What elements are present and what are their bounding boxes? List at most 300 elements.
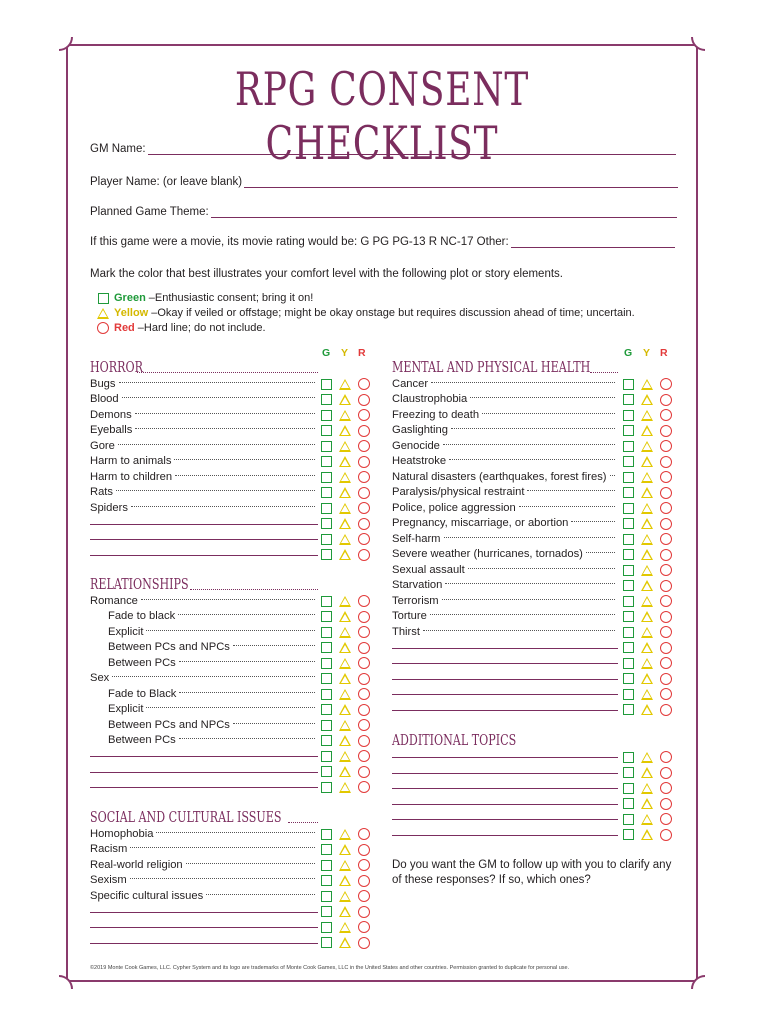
blank-item-line[interactable] <box>90 779 318 795</box>
red-circle-icon[interactable] <box>358 766 370 778</box>
green-checkbox-icon[interactable] <box>623 814 634 825</box>
dot-leader <box>442 599 615 600</box>
write-in-line[interactable] <box>90 756 318 757</box>
player-name-field[interactable] <box>90 176 678 188</box>
blank-item-line[interactable] <box>90 904 318 920</box>
yellow-triangle-icon[interactable] <box>641 549 653 560</box>
red-circle-icon[interactable] <box>358 456 370 468</box>
red-circle-icon[interactable] <box>358 828 370 840</box>
yellow-triangle-icon[interactable] <box>339 518 351 529</box>
yellow-triangle-icon[interactable] <box>641 379 653 390</box>
yellow-triangle-icon[interactable] <box>339 441 351 452</box>
write-in-line[interactable] <box>392 819 618 820</box>
green-checkbox-icon[interactable] <box>321 394 332 405</box>
red-circle-icon[interactable] <box>660 471 672 483</box>
green-checkbox-icon[interactable] <box>321 829 332 840</box>
yellow-triangle-icon[interactable] <box>339 379 351 390</box>
green-checkbox-icon[interactable] <box>623 441 634 452</box>
item-label: Harm to children <box>90 470 173 483</box>
yellow-triangle-icon[interactable] <box>339 704 351 715</box>
green-checkbox-icon[interactable] <box>321 596 332 607</box>
green-checkbox-icon[interactable] <box>321 441 332 452</box>
rating-options <box>623 533 672 545</box>
green-checkbox-icon[interactable] <box>623 549 634 560</box>
yellow-triangle-icon[interactable] <box>641 503 653 514</box>
green-checkbox-icon[interactable] <box>623 534 634 545</box>
legend-dash: – <box>151 307 158 319</box>
green-checkbox-icon[interactable] <box>321 860 332 871</box>
green-checkbox-icon[interactable] <box>623 456 634 467</box>
yellow-triangle-icon[interactable] <box>339 642 351 653</box>
red-circle-icon[interactable] <box>358 533 370 545</box>
list-item <box>392 609 618 625</box>
red-circle-icon[interactable] <box>660 657 672 669</box>
section-title-relationships: RELATIONSHIPS <box>90 575 189 593</box>
green-checkbox-icon[interactable] <box>623 379 634 390</box>
planned-theme-field[interactable] <box>90 206 677 218</box>
movie-rating-line[interactable] <box>511 238 675 248</box>
yellow-triangle-icon[interactable] <box>641 518 653 529</box>
green-checkbox-icon[interactable] <box>321 642 332 653</box>
yellow-triangle-icon[interactable] <box>641 472 653 483</box>
red-circle-icon[interactable] <box>358 781 370 793</box>
yellow-triangle-icon[interactable] <box>641 814 653 825</box>
item-label: Severe weather (hurricanes, tornados) <box>392 548 583 561</box>
item-label: Starvation <box>392 579 443 592</box>
red-circle-icon[interactable] <box>660 611 672 623</box>
player-name-line[interactable] <box>244 178 678 188</box>
item-label: Gore <box>90 439 115 452</box>
rating-options <box>623 829 672 841</box>
green-checkbox-icon[interactable] <box>321 472 332 483</box>
green-checkbox-icon[interactable] <box>623 518 634 529</box>
red-circle-icon[interactable] <box>358 425 370 437</box>
rating-options <box>623 425 672 437</box>
blank-item-line[interactable] <box>90 547 318 563</box>
item-label: Bugs <box>90 377 116 390</box>
write-in-line[interactable] <box>392 663 618 664</box>
green-checkbox-icon[interactable] <box>623 658 634 669</box>
yellow-triangle-icon[interactable] <box>339 534 351 545</box>
yellow-triangle-icon[interactable] <box>641 658 653 669</box>
dot-leader <box>179 692 315 693</box>
green-checkbox-icon[interactable] <box>623 565 634 576</box>
green-checkbox-icon[interactable] <box>623 627 634 638</box>
yellow-triangle-icon[interactable] <box>641 596 653 607</box>
blank-item-line[interactable] <box>392 686 618 702</box>
item-label: Between PCs <box>108 656 176 669</box>
red-circle-icon[interactable] <box>358 844 370 856</box>
green-checkbox-icon[interactable] <box>623 642 634 653</box>
movie-rating-field[interactable] <box>90 236 675 248</box>
red-circle-icon[interactable] <box>358 688 370 700</box>
blank-item-line[interactable] <box>90 935 318 951</box>
rating-options <box>623 487 672 499</box>
yellow-triangle-icon[interactable] <box>641 704 653 715</box>
yellow-triangle-icon[interactable] <box>339 689 351 700</box>
rating-options <box>321 859 370 871</box>
dot-leader <box>135 413 315 414</box>
green-checkbox-icon[interactable] <box>321 751 332 762</box>
rating-options <box>321 487 370 499</box>
yellow-triangle-icon[interactable] <box>339 720 351 731</box>
write-in-line[interactable] <box>392 648 618 649</box>
red-circle-icon[interactable] <box>660 751 672 763</box>
write-in-line[interactable] <box>90 912 318 913</box>
yellow-triangle-icon[interactable] <box>339 410 351 421</box>
red-circle-icon[interactable] <box>358 642 370 654</box>
rating-options <box>321 921 370 933</box>
blank-item-line[interactable] <box>392 811 618 827</box>
red-circle-icon[interactable] <box>660 673 672 685</box>
yellow-triangle-icon[interactable] <box>339 394 351 405</box>
rating-options <box>623 813 672 825</box>
write-in-line[interactable] <box>90 524 318 525</box>
section-title-health: MENTAL AND PHYSICAL HEALTH <box>392 358 591 376</box>
legend-text: Okay if veiled or offstage; might be okay onstage but requires discussion ahead of time; uncertain. <box>157 307 635 319</box>
green-checkbox-icon[interactable] <box>623 425 634 436</box>
planned-theme-line[interactable] <box>211 208 677 218</box>
red-circle-icon[interactable] <box>358 440 370 452</box>
green-checkbox-icon[interactable] <box>623 580 634 591</box>
green-checkbox-icon[interactable] <box>623 472 634 483</box>
green-checkbox-icon[interactable] <box>321 922 332 933</box>
yellow-triangle-icon[interactable] <box>641 441 653 452</box>
rating-options <box>321 471 370 483</box>
yellow-triangle-icon[interactable] <box>339 549 351 560</box>
yellow-triangle-icon[interactable] <box>641 627 653 638</box>
blank-item-line[interactable] <box>392 671 618 687</box>
red-circle-icon[interactable] <box>358 906 370 918</box>
item-label: Claustrophobia <box>392 393 468 406</box>
green-checkbox-icon[interactable] <box>321 782 332 793</box>
list-item <box>108 717 318 733</box>
red-circle-icon[interactable] <box>358 657 370 669</box>
write-in-line[interactable] <box>392 788 618 789</box>
green-checkbox-icon[interactable] <box>321 549 332 560</box>
red-circle-icon[interactable] <box>660 626 672 638</box>
list-item <box>90 873 318 889</box>
yellow-triangle-icon[interactable] <box>641 798 653 809</box>
red-circle-icon[interactable] <box>660 580 672 592</box>
legend-key: Yellow <box>114 307 149 319</box>
yellow-triangle-icon[interactable] <box>339 658 351 669</box>
green-checkbox-icon[interactable] <box>623 611 634 622</box>
yellow-triangle-icon[interactable] <box>339 829 351 840</box>
write-in-line[interactable] <box>392 773 618 774</box>
yellow-triangle-icon[interactable] <box>339 782 351 793</box>
dot-leader <box>175 475 315 476</box>
dot-leader <box>451 428 615 429</box>
green-checkbox-icon[interactable] <box>321 658 332 669</box>
yellow-triangle-icon[interactable] <box>339 472 351 483</box>
yellow-triangle-icon[interactable] <box>339 673 351 684</box>
yellow-triangle-icon[interactable] <box>641 829 653 840</box>
rating-options <box>321 719 370 731</box>
yellow-triangle-icon[interactable] <box>641 611 653 622</box>
red-circle-icon[interactable] <box>660 533 672 545</box>
green-checkbox-icon[interactable] <box>321 627 332 638</box>
dot-leader <box>449 459 615 460</box>
green-checkbox-icon[interactable] <box>623 673 634 684</box>
rating-options <box>321 533 370 545</box>
yellow-triangle-icon[interactable] <box>641 783 653 794</box>
blank-item-line[interactable] <box>392 780 618 796</box>
green-checkbox-icon[interactable] <box>623 752 634 763</box>
red-circle-icon[interactable] <box>358 409 370 421</box>
write-in-line[interactable] <box>392 679 618 680</box>
green-checkbox-icon[interactable] <box>623 767 634 778</box>
red-circle-icon[interactable] <box>660 456 672 468</box>
yellow-triangle-icon[interactable] <box>641 425 653 436</box>
green-checkbox-icon[interactable] <box>623 503 634 514</box>
green-checkbox-icon[interactable] <box>321 503 332 514</box>
blank-item-line[interactable] <box>90 516 318 532</box>
gm-name-field[interactable] <box>90 143 676 155</box>
yellow-triangle-icon[interactable] <box>641 752 653 763</box>
red-circle-icon[interactable] <box>660 782 672 794</box>
item-label: Blood <box>90 393 119 406</box>
blank-item-line[interactable] <box>392 655 618 671</box>
red-circle-icon[interactable] <box>660 518 672 530</box>
list-item <box>392 593 618 609</box>
list-item <box>108 640 318 656</box>
legend-key: Green <box>114 292 146 304</box>
yellow-triangle-icon[interactable] <box>641 565 653 576</box>
yellow-triangle-icon[interactable] <box>339 751 351 762</box>
write-in-line[interactable] <box>90 539 318 540</box>
red-circle-icon[interactable] <box>660 798 672 810</box>
red-circle-icon[interactable] <box>358 378 370 390</box>
yellow-triangle-icon[interactable] <box>339 937 351 948</box>
red-circle-icon[interactable] <box>660 440 672 452</box>
blank-item-line[interactable] <box>392 765 618 781</box>
dot-leader <box>116 490 315 491</box>
yellow-triangle-icon[interactable] <box>641 580 653 591</box>
red-circle-icon[interactable] <box>660 595 672 607</box>
yellow-triangle-icon[interactable] <box>641 673 653 684</box>
green-checkbox-icon[interactable] <box>623 704 634 715</box>
blank-item-line[interactable] <box>392 749 618 765</box>
red-circle-icon[interactable] <box>358 518 370 530</box>
yellow-triangle-icon[interactable] <box>339 860 351 871</box>
write-in-line[interactable] <box>90 772 318 773</box>
yellow-triangle-icon[interactable] <box>339 487 351 498</box>
write-in-line[interactable] <box>392 757 618 758</box>
red-circle-icon[interactable] <box>358 595 370 607</box>
write-in-line[interactable] <box>90 943 318 944</box>
red-circle-icon[interactable] <box>358 937 370 949</box>
write-in-line[interactable] <box>90 555 318 556</box>
red-circle-icon[interactable] <box>660 688 672 700</box>
red-circle-icon[interactable] <box>660 487 672 499</box>
rating-options <box>623 704 672 716</box>
blank-item-line[interactable] <box>392 640 618 656</box>
green-checkbox-icon[interactable] <box>321 689 332 700</box>
write-in-line[interactable] <box>392 710 618 711</box>
green-checkbox-icon[interactable] <box>623 829 634 840</box>
section-title-rule <box>190 589 318 590</box>
red-circle-icon[interactable] <box>358 719 370 731</box>
write-in-line[interactable] <box>392 804 618 805</box>
dot-leader <box>179 738 315 739</box>
red-circle-icon[interactable] <box>358 626 370 638</box>
gm-name-line[interactable] <box>148 145 676 155</box>
blank-item-line[interactable] <box>392 796 618 812</box>
red-circle-icon[interactable] <box>660 394 672 406</box>
item-label: Fade to black <box>108 610 176 623</box>
green-checkbox-icon[interactable] <box>623 798 634 809</box>
yellow-triangle-icon[interactable] <box>339 596 351 607</box>
green-checkbox-icon[interactable] <box>321 906 332 917</box>
yellow-triangle-icon[interactable] <box>339 425 351 436</box>
blank-item-line[interactable] <box>392 702 618 718</box>
blank-item-line[interactable] <box>90 919 318 935</box>
write-in-line[interactable] <box>392 694 618 695</box>
blank-item-line[interactable] <box>90 764 318 780</box>
green-checkbox-icon[interactable] <box>623 596 634 607</box>
yellow-triangle-icon[interactable] <box>641 487 653 498</box>
yellow-triangle-icon[interactable] <box>641 642 653 653</box>
green-checkbox-icon[interactable] <box>321 844 332 855</box>
red-circle-icon[interactable] <box>358 750 370 762</box>
rating-options <box>321 844 370 856</box>
yellow-triangle-icon[interactable] <box>641 767 653 778</box>
dot-leader <box>131 506 315 507</box>
red-circle-icon[interactable] <box>358 673 370 685</box>
red-circle-icon[interactable] <box>660 829 672 841</box>
green-checkbox-icon[interactable] <box>623 689 634 700</box>
yellow-triangle-icon[interactable] <box>339 906 351 917</box>
legend-text: Enthusiastic consent; bring it on! <box>154 292 314 304</box>
dot-leader <box>445 583 615 584</box>
red-circle-icon[interactable] <box>358 735 370 747</box>
red-circle-icon[interactable] <box>660 564 672 576</box>
item-label: Homophobia <box>90 827 154 840</box>
rating-options <box>321 704 370 716</box>
green-checkbox-icon[interactable] <box>321 534 332 545</box>
column-header-green: G <box>624 347 633 359</box>
list-item <box>90 407 318 423</box>
item-label: Paralysis/physical restraint <box>392 486 525 499</box>
blank-item-line[interactable] <box>392 827 618 843</box>
dot-leader <box>571 521 615 522</box>
red-circle-icon[interactable] <box>660 409 672 421</box>
list-item <box>90 469 318 485</box>
section-title-social: SOCIAL AND CULTURAL ISSUES <box>90 808 282 826</box>
green-checkbox-icon[interactable] <box>321 456 332 467</box>
red-circle-icon[interactable] <box>660 425 672 437</box>
green-checkbox-icon[interactable] <box>321 720 332 731</box>
rating-options <box>623 394 672 406</box>
green-checkbox-icon[interactable] <box>321 379 332 390</box>
yellow-triangle-icon[interactable] <box>641 456 653 467</box>
yellow-triangle-icon[interactable] <box>641 534 653 545</box>
yellow-triangle-icon[interactable] <box>339 891 351 902</box>
green-checkbox-icon[interactable] <box>321 410 332 421</box>
green-checkbox-icon[interactable] <box>321 611 332 622</box>
red-circle-icon[interactable] <box>358 704 370 716</box>
green-checkbox-icon[interactable] <box>321 875 332 886</box>
section-title-additional: ADDITIONAL TOPICS <box>392 731 517 749</box>
red-circle-icon[interactable] <box>358 921 370 933</box>
list-item <box>90 500 318 516</box>
green-checkbox-icon[interactable] <box>321 735 332 746</box>
red-circle-icon[interactable] <box>358 487 370 499</box>
green-checkbox-icon[interactable] <box>321 425 332 436</box>
red-circle-icon[interactable] <box>358 394 370 406</box>
yellow-triangle-icon[interactable] <box>339 844 351 855</box>
green-checkbox-icon[interactable] <box>623 487 634 498</box>
yellow-triangle-icon[interactable] <box>339 627 351 638</box>
yellow-triangle-icon[interactable] <box>339 766 351 777</box>
red-circle-icon[interactable] <box>358 549 370 561</box>
item-label: Sex <box>90 672 110 685</box>
red-circle-icon[interactable] <box>358 502 370 514</box>
red-circle-icon[interactable] <box>660 549 672 561</box>
yellow-triangle-icon[interactable] <box>339 611 351 622</box>
red-circle-icon[interactable] <box>660 813 672 825</box>
yellow-triangle-icon[interactable] <box>339 735 351 746</box>
red-circle-icon[interactable] <box>660 378 672 390</box>
yellow-triangle-icon[interactable] <box>641 394 653 405</box>
list-item <box>108 609 318 625</box>
item-label: Between PCs <box>108 734 176 747</box>
yellow-triangle-icon[interactable] <box>339 922 351 933</box>
item-label: Specific cultural issues <box>90 889 204 902</box>
yellow-triangle-icon[interactable] <box>339 875 351 886</box>
write-in-line[interactable] <box>90 787 318 788</box>
green-checkbox-icon[interactable] <box>321 704 332 715</box>
green-checkbox-icon[interactable] <box>321 673 332 684</box>
red-circle-icon[interactable] <box>358 611 370 623</box>
column-header-red: R <box>358 347 366 359</box>
rating-options <box>321 688 370 700</box>
red-circle-icon[interactable] <box>358 890 370 902</box>
write-in-line[interactable] <box>90 927 318 928</box>
red-circle-icon[interactable] <box>660 704 672 716</box>
dot-leader <box>470 397 615 398</box>
blank-item-line[interactable] <box>90 531 318 547</box>
yellow-triangle-icon[interactable] <box>339 503 351 514</box>
list-item <box>90 423 318 439</box>
green-checkbox-icon[interactable] <box>321 766 332 777</box>
red-circle-icon[interactable] <box>660 642 672 654</box>
rating-options <box>321 549 370 561</box>
yellow-triangle-icon[interactable] <box>641 410 653 421</box>
red-circle-icon[interactable] <box>358 859 370 871</box>
green-checkbox-icon[interactable] <box>321 937 332 948</box>
green-checkbox-icon[interactable] <box>623 394 634 405</box>
red-circle-icon[interactable] <box>358 875 370 887</box>
red-circle-icon[interactable] <box>660 767 672 779</box>
item-label: Demons <box>90 408 132 421</box>
dot-leader <box>186 863 315 864</box>
write-in-line[interactable] <box>392 835 618 836</box>
item-label: Real-world religion <box>90 858 183 871</box>
green-checkbox-icon[interactable] <box>321 891 332 902</box>
yellow-triangle-icon[interactable] <box>641 689 653 700</box>
red-circle-icon[interactable] <box>660 502 672 514</box>
green-checkbox-icon[interactable] <box>623 783 634 794</box>
green-checkbox-icon[interactable] <box>321 518 332 529</box>
red-circle-icon <box>97 322 109 334</box>
yellow-triangle-icon[interactable] <box>339 456 351 467</box>
red-circle-icon[interactable] <box>358 471 370 483</box>
blank-item-line[interactable] <box>90 748 318 764</box>
green-checkbox-icon[interactable] <box>623 410 634 421</box>
green-checkbox-icon[interactable] <box>321 487 332 498</box>
